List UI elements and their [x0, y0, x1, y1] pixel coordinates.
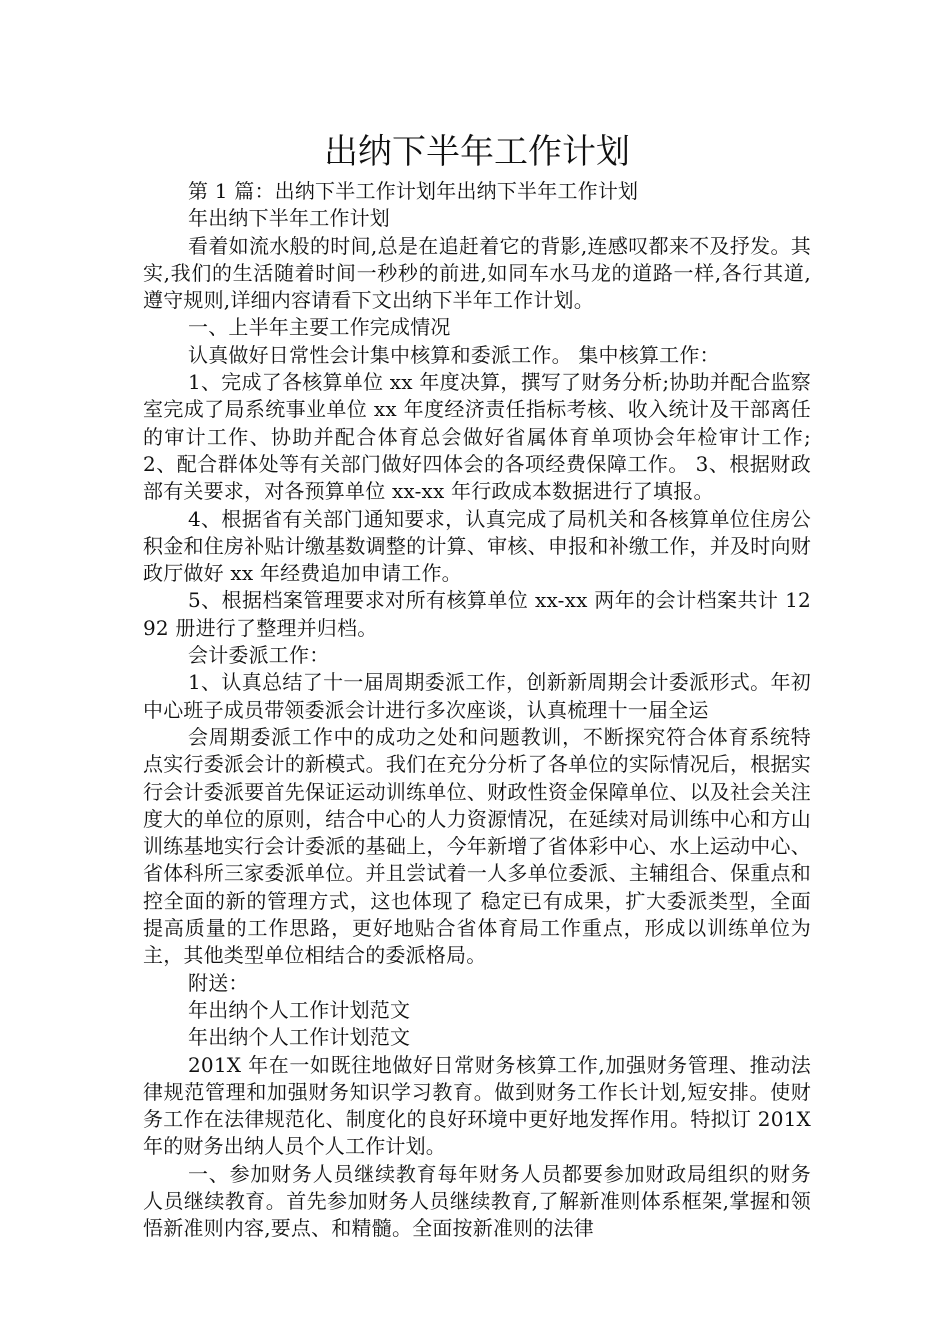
body-paragraph: 一、参加财务人员继续教育每年财务人员都要参加财政局组织的财务人员继续教育。首先参加财务人员继续教育,了解新准则体系框架,掌握和领悟新准则内容,要点、和精髓。全面按新准则的法律 [143, 1161, 811, 1241]
body-paragraph: 一、上半年主要工作完成情况 [188, 315, 451, 340]
body-paragraph: 认真做好日常性会计集中核算和委派工作。 集中核算工作： [188, 342, 720, 367]
document-title: 出纳下半年工作计划 [324, 132, 630, 172]
body-paragraph: 看着如流水般的时间,总是在追赶着它的背影,连感叹都来不及抒发。其实,我们的生活随着时间一秒秒的前进,如同车水马龙的道路一样,各行其道,遵守规则,详细内容请看下文出纳下半年工作计划。 [143, 233, 811, 313]
body-paragraph: 年出纳个人工作计划范文 [188, 997, 411, 1022]
body-paragraph: 4、根据省有关部门通知要求，认真完成了局机关和各核算单位住房公积金和住房补贴计缴基数调整的计算、审核、申报和补缴工作，并及时向财政厅做好 xx 年经费追加申请工作。 [143, 506, 811, 586]
body-paragraph: 1、完成了各核算单位 xx 年度决算，撰写了财务分析;协助并配合监察室完成了局系统事业单位 xx 年度经济责任指标考核、收入统计及干部离任的审计工作、协助并配合体育总会做好省属体育单项协会年检审计工作; 2、配合群体处等有关部门做好四体会的各项经费保障工作。 3、根据财政部有关要求，对各预算单位 xx-xx 年行政成本数据进行了填报。 [143, 370, 811, 504]
body-paragraph: 会计委派工作： [188, 643, 330, 668]
body-paragraph: 附送： [188, 970, 249, 995]
section-heading: 第 1 篇：出纳下半工作计划年出纳下半年工作计划 [188, 179, 639, 203]
document-page [143, 128, 811, 1243]
body-paragraph: 1、认真总结了十一届周期委派工作，创新新周期会计委派形式。年初中心班子成员带领委派会计进行多次座谈，认真梳理十一届全运 [143, 670, 811, 722]
body-paragraph: 会周期委派工作中的成功之处和问题教训，不断探究符合体育系统特点实行委派会计的新模式。我们在充分分析了各单位的实际情况后，根据实行会计委派要首先保证运动训练单位、财政性资金保障单位、以及社会关注度大的单位的原则，结合中心的人力资源情况，在延续对局训练中心和方山训练基地实行会计委派的基础上，今年新增了省体彩中心、水上运动中心、省体科所三家委派单位。并且尝试着一人多单位委派、主辅组合、保重点和控全面的新的管理方式，这也体现了 稳定已有成果，扩大委派类型，全面提高质量的工作思路，更好地贴合省体育局工作重点，形成以训练单位为主，其他类型单位相结合的委派格局。 [143, 724, 811, 968]
body-paragraph: 201X 年在一如既往地做好日常财务核算工作,加强财务管理、推动法律规范管理和加强财务知识学习教育。做到财务工作长计划,短安排。使财务工作在法律规范化、制度化的良好环境中更好地发挥作用。特拟订 201X 年的财务出纳人员个人工作计划。 [143, 1052, 811, 1159]
body-paragraph: 5、根据档案管理要求对所有核算单位 xx-xx 两年的会计档案共计 1292 册进行了整理并归档。 [143, 588, 811, 640]
body-paragraph: 年出纳个人工作计划范文 [188, 1025, 411, 1050]
subtitle-paragraph: 年出纳下半年工作计划 [188, 206, 390, 231]
